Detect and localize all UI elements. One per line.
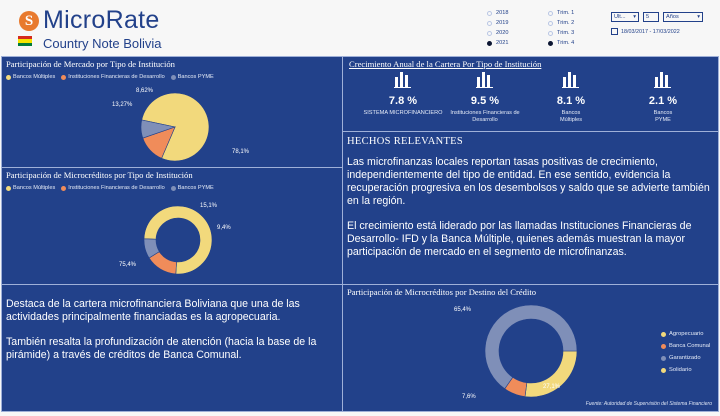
kpi-value: 7.8 %: [388, 95, 418, 107]
market-share-pie[interactable]: [2, 57, 342, 167]
kpi-value: 8.1 %: [556, 95, 586, 107]
trimester-option[interactable]: Trim. 2: [548, 19, 574, 27]
legend-swatch: [661, 344, 666, 349]
legend-item[interactable]: Bancos Múltiples: [6, 74, 55, 80]
bar-chart-icon: [476, 71, 494, 88]
micro-share-donut[interactable]: [2, 168, 342, 284]
micro-share-panel: [1, 167, 343, 285]
kpi-name: SISTEMA MICROFINANCIERO: [363, 110, 443, 116]
kpi-card: [633, 71, 693, 124]
radio-selected-icon: [548, 41, 553, 46]
trimester-option[interactable]: Trim. 1: [548, 9, 574, 17]
year-option[interactable]: 2019: [487, 19, 508, 27]
chart-legend: [661, 331, 710, 373]
date-count-input[interactable]: 5: [643, 12, 659, 22]
radio-icon: [548, 21, 553, 26]
data-label: 13,27%: [112, 102, 133, 108]
kpi-card: [363, 71, 443, 117]
radio-icon: [487, 31, 492, 36]
date-range: 18/03/2017 - 17/03/2022: [611, 28, 680, 35]
trimester-option[interactable]: Trim. 3: [548, 29, 574, 37]
date-unit-select[interactable]: Ult... ▾: [611, 12, 639, 22]
highlights-panel: [342, 131, 719, 285]
kpi-card: [541, 71, 601, 124]
trimester-option[interactable]: Trim. 4: [548, 39, 574, 47]
panel-title: Crecimiento Anual de la Cartera Por Tipo de Institución: [349, 59, 542, 69]
legend-item[interactable]: Bancos PYME: [171, 185, 214, 191]
data-label: 27,1%: [543, 384, 561, 390]
growth-panel: [342, 56, 719, 132]
highlights-paragraph: El crecimiento está liderado por las llamadas Instituciones Financieras de Desarrollo- IFD y la Banca Múltiple, quienes además muestran la mayor participación de mercado en el segmento de microfinanzas.: [347, 220, 692, 258]
year-option[interactable]: 2020: [487, 29, 508, 37]
kpi-name: Bancos PYME: [653, 110, 673, 123]
data-label: 78,1%: [232, 149, 250, 155]
radio-icon: [487, 21, 492, 26]
destination-panel: [342, 284, 719, 412]
market-share-panel: [1, 56, 343, 168]
kpi-value: 2.1 %: [648, 95, 678, 107]
kpi-card: [445, 71, 525, 124]
pie-slice-agropecuario[interactable]: [525, 351, 577, 397]
legend-item[interactable]: Bancos Múltiples: [6, 185, 55, 191]
legend-swatch: [661, 368, 666, 373]
highlights-title: HECHOS RELEVANTES: [347, 136, 464, 147]
data-label: 8,62%: [136, 88, 154, 94]
kpi-value: 9.5 %: [470, 95, 500, 107]
chevron-down-icon: ▾: [697, 14, 700, 20]
commentary-paragraph: También resalta la profundización de atención (hacia la base de la pirámide) a través de créditos de Banca Comunal.: [6, 336, 317, 361]
data-label: 15,1%: [200, 203, 218, 209]
legend-swatch: [661, 332, 666, 337]
calendar-icon[interactable]: [611, 28, 618, 35]
year-option[interactable]: 2018: [487, 9, 508, 17]
data-label: 7,6%: [462, 394, 476, 400]
legend-item[interactable]: Instituciones Financieras de Desarrollo: [61, 74, 164, 80]
bar-chart-icon: [654, 71, 672, 88]
panel-title: Participación de Microcréditos por Tipo de Institución: [6, 170, 193, 180]
bar-chart-icon: [562, 71, 580, 88]
app-title: MicroRate: [43, 6, 160, 34]
source-note: Fuente: Autoridad de Supervisión del Sistema Financiero: [585, 401, 712, 407]
bolivia-flag-icon: [18, 36, 32, 46]
commentary-paragraph: Destaca de la cartera microfinanciera Boliviana que una de las actividades principalmente financiadas es la agropecuaria.: [6, 298, 300, 323]
legend-item[interactable]: Garantizado: [661, 355, 710, 361]
logo-letter: S: [24, 12, 34, 29]
legend-item[interactable]: Solidario: [661, 367, 710, 373]
legend-item[interactable]: Banca Comunal: [661, 343, 710, 349]
app-logo: [19, 11, 39, 31]
date-period-select[interactable]: Años ▾: [663, 12, 703, 22]
bar-chart-icon: [394, 71, 412, 88]
trimester-filter: [548, 9, 574, 47]
legend-item[interactable]: Bancos PYME: [171, 74, 214, 80]
legend-swatch: [661, 356, 666, 361]
panel-title: Participación de Mercado por Tipo de Institución: [6, 59, 175, 69]
data-label: 9,4%: [217, 225, 231, 231]
data-label: 75,4%: [119, 262, 137, 268]
chevron-down-icon: ▾: [633, 14, 636, 20]
radio-icon: [548, 31, 553, 36]
kpi-name: Instituciones Financieras de Desarrollo: [450, 110, 520, 123]
year-option[interactable]: 2021: [487, 39, 508, 47]
legend-item[interactable]: Instituciones Financieras de Desarrollo: [61, 185, 164, 191]
radio-selected-icon: [487, 41, 492, 46]
radio-icon: [548, 11, 553, 16]
panel-title: Participación de Microcréditos por Destino del Crédito: [347, 287, 537, 297]
highlights-paragraph: Las microfinanzas locales reportan tasas positivas de crecimiento, independientemente del tipo de entidad. En ese sentido, evidencia la recuperación progresiva en los desembolsos y saldo que se advierte también en la región.: [347, 156, 710, 207]
page-subtitle: Country Note Bolivia: [43, 36, 162, 51]
year-filter: [487, 9, 508, 47]
radio-icon: [487, 11, 492, 16]
data-label: 65,4%: [454, 307, 472, 313]
kpi-name: Bancos Múltiples: [559, 110, 583, 123]
commentary-panel: [1, 284, 343, 412]
legend-item[interactable]: Agropecuario: [661, 331, 710, 337]
